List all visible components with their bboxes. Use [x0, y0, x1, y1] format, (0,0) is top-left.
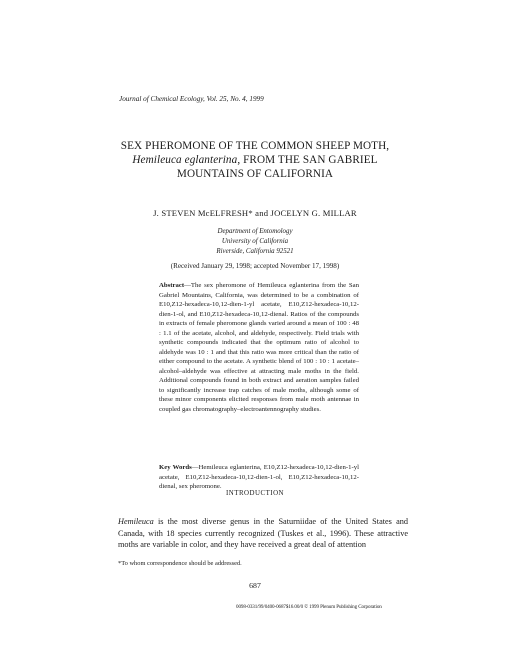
- keywords-label: Key Words: [159, 464, 192, 471]
- journal-header: Journal of Chemical Ecology, Vol. 25, No. 4, 1999: [119, 95, 264, 103]
- article-title-line-3: MOUNTAINS OF CALIFORNIA: [176, 168, 334, 180]
- affiliation-location: Riverside, California 92521: [216, 248, 294, 255]
- correspondence-footnote: *To whom correspondence should be addressed.: [118, 560, 242, 567]
- article-title-line-2: [0, 153, 510, 168]
- title-species-name: Hemileuca eglanterina: [132, 154, 238, 166]
- article-title-line-1: SEX PHEROMONE OF THE COMMON SHEEP MOTH,: [120, 140, 390, 152]
- affiliation-department: Department of Entomology: [217, 228, 293, 235]
- keywords-text: Hemileuca eglanterina, E10,Z12-hexadeca-10,12-dien-1-yl acetate, E10,Z12-hexadeca-10,12-dien-1-ol, E10,Z12-hexadeca-10,12-dienal, sex pheromone.: [159, 464, 359, 490]
- introduction-heading: INTRODUCTION: [225, 490, 285, 497]
- affiliation-university: University of California: [221, 238, 289, 245]
- author-list: J. STEVEN McELFRESH* and JOCELYN G. MILLAR: [153, 208, 357, 218]
- abstract-label: Abstract: [159, 282, 185, 289]
- keywords-dash: —: [191, 464, 199, 471]
- introduction-paragraph: [118, 516, 408, 551]
- title-line-2-rest: , FROM THE SAN GABRIEL: [237, 154, 378, 166]
- introduction-text: is the most diverse genus in the Saturniidae of the United States and Canada, with 18 species currently recognized (Tuskes et al., 1996). These attractive moths are variable in color, and they have received a great deal of attention: [118, 517, 408, 550]
- abstract-dash: —: [184, 282, 191, 289]
- page-number: 687: [249, 581, 261, 590]
- received-dates: (Received January 29, 1998; accepted November 17, 1998): [170, 262, 340, 270]
- abstract-text: The sex pheromone of Hemileuca eglanterina from the San Gabriel Mountains, California, was determined to be a combination of E10,Z12-hexadeca-10,12-dien-1-yl acetate, E10,Z12-hexadeca-10,12-dien-1-ol, and E10,Z12-hexadeca-10,12-dienal. Ratios of the compounds in extracts of female pheromone glands varied around a mean of 100 : 48 : 1.1 of the acetate, alcohol, and aldehyde, respectively. Field trials with synthetic compounds indicated that the optimum ratio of alcohol to aldehyde was 10 : 1 and that this ratio was more critical than the ratio of either compound to the acetate. A synthetic blend of 100 : 10 : 1 acetate–alcohol–aldehyde was effective at attracting male moths in the field. Additional compounds found in both extract and aeration samples failed to significantly increase trap catches of male moths, although some of these minor components elicited responses from male moth antennae in coupled gas chromatography–electroantennography studies.: [159, 282, 359, 413]
- keywords-paragraph: [159, 463, 359, 492]
- copyright-line: 0098-0331/99/0400-0687$16.00/0 © 1999 Plenum Publishing Corporation: [236, 604, 382, 610]
- genus-name: Hemileuca: [118, 517, 154, 526]
- abstract-paragraph: [159, 281, 359, 414]
